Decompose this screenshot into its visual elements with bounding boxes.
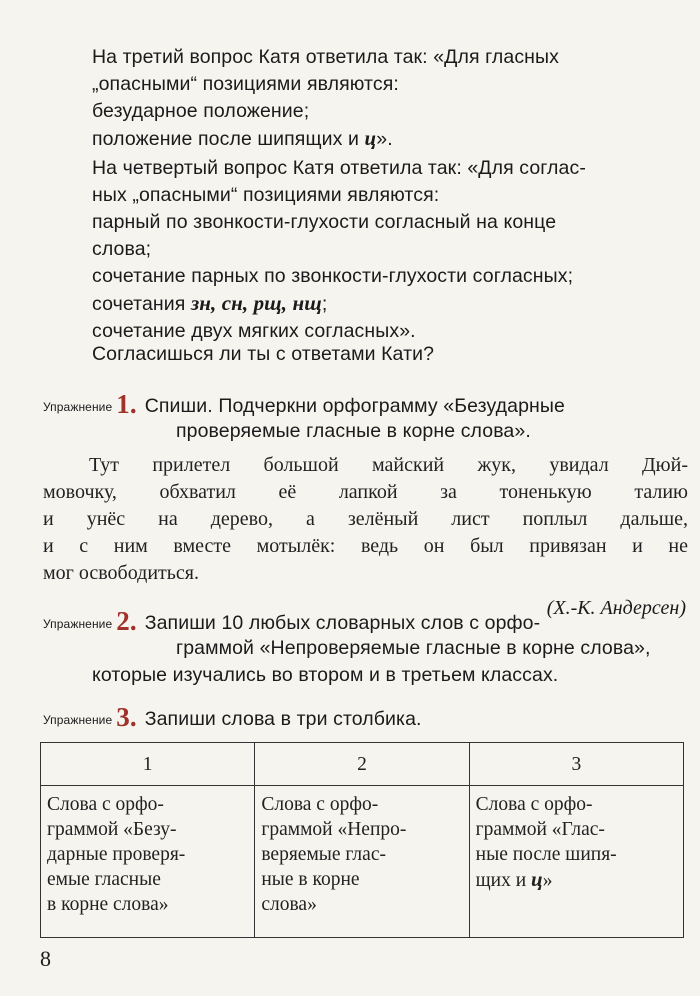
exercise-label: Упражнение bbox=[43, 713, 113, 727]
author-attribution: (Х.-К. Андерсен) bbox=[546, 597, 686, 619]
exercise-2-line bbox=[43, 608, 695, 638]
exercise-number: 1. bbox=[116, 389, 137, 419]
text-line: „опасными“ позициями являются: bbox=[92, 73, 399, 95]
letter-ts: ц bbox=[531, 867, 543, 891]
table-cell-column-2 bbox=[255, 786, 469, 938]
text-line bbox=[92, 125, 692, 153]
exercise-instruction: Спиши. Подчеркни орфограмму «Безударные bbox=[144, 395, 565, 417]
text-line: сочетание двух мягких согласных». bbox=[92, 320, 416, 342]
cell-line: дарные проверя- bbox=[47, 844, 186, 865]
table-cell-column-3 bbox=[469, 786, 683, 938]
intro-paragraph-vowels bbox=[92, 44, 692, 153]
cell-line: граммой «Непро- bbox=[261, 819, 407, 840]
text-line bbox=[92, 290, 692, 318]
text-fragment: ». bbox=[376, 128, 393, 150]
text-line: На третий вопрос Катя ответила так: «Для гласных bbox=[92, 46, 560, 68]
text-line: ных „опасными“ позициями являются: bbox=[92, 184, 440, 206]
cell-line: граммой «Безу- bbox=[47, 819, 177, 840]
exercise-1-line bbox=[43, 391, 695, 421]
cell-line: слова» bbox=[261, 894, 317, 915]
cell-line: Слова с орфо- bbox=[261, 794, 379, 815]
cell-line: Слова с орфо- bbox=[475, 794, 593, 815]
exercise-2-instruction-cont: которые изучались во втором и в третьем классах. bbox=[92, 664, 559, 686]
exercise-1-instruction-cont: проверяемые гласные в корне слова». bbox=[176, 420, 531, 442]
exercise-label: Упражнение bbox=[43, 617, 113, 631]
cell-line: в корне слова» bbox=[47, 894, 169, 915]
exercise-3-heading bbox=[43, 704, 695, 734]
cell-line: веряемые глас- bbox=[261, 844, 386, 865]
letter-ts: ц bbox=[364, 126, 377, 150]
text-fragment: щих и bbox=[475, 870, 532, 891]
cell-line: емые гласные bbox=[47, 869, 161, 890]
exercise-1-heading bbox=[43, 391, 695, 421]
text-line: и унёс на дерево, а зелёный лист поплыл дальше, bbox=[43, 508, 688, 530]
text-fragment: » bbox=[542, 870, 553, 891]
word-columns-table bbox=[40, 742, 684, 938]
column-header: 3 bbox=[469, 743, 683, 786]
exercise-2-heading bbox=[43, 608, 695, 638]
text-line: Тут прилетел большой майский жук, увидал Дюй- bbox=[89, 454, 688, 476]
cell-line: ные в корне bbox=[261, 869, 360, 890]
exercise-1-text bbox=[43, 452, 688, 587]
exercise-number: 3. bbox=[116, 702, 137, 732]
exercise-3-line bbox=[43, 704, 695, 734]
column-header: 2 bbox=[255, 743, 469, 786]
text-fragment: сочетания bbox=[92, 293, 191, 315]
text-line: и с ним вместе мотылёк: ведь он был привязан и не bbox=[43, 535, 688, 557]
letter-combinations: зн, сн, рщ, нщ bbox=[190, 291, 322, 315]
text-fragment: положение после шипящих и bbox=[92, 128, 365, 150]
text-line: слова; bbox=[92, 238, 152, 260]
cell-line: граммой «Глас- bbox=[475, 819, 605, 840]
text-line: мог освободиться. bbox=[43, 562, 199, 584]
page-number: 8 bbox=[40, 946, 51, 971]
text-line: безударное положение; bbox=[92, 100, 310, 122]
text-line: мовочку, обхватил её лапкой за тоненькую талию bbox=[43, 481, 688, 503]
text-line: сочетание парных по звонкости-глухости согласных; bbox=[92, 265, 574, 287]
exercise-number: 2. bbox=[116, 606, 137, 636]
exercise-label: Упражнение bbox=[43, 400, 113, 414]
column-header: 1 bbox=[41, 743, 255, 786]
exercise-instruction: Запиши слова в три столбика. bbox=[144, 708, 422, 730]
exercise-instruction: Запиши 10 любых словарных слов с орфо- bbox=[144, 612, 541, 634]
table-cell-column-1 bbox=[41, 786, 255, 938]
cell-line: ные после шипя- bbox=[475, 844, 617, 865]
exercise-2-instruction-cont: граммой «Непроверяемые гласные в корне слова», bbox=[176, 637, 651, 659]
table-header-row bbox=[41, 743, 684, 786]
question-line: Согласишься ли ты с ответами Кати? bbox=[92, 343, 435, 365]
cell-line bbox=[476, 867, 677, 893]
text-fragment: ; bbox=[321, 293, 328, 315]
text-line: На четвертый вопрос Катя ответила так: «Для соглас- bbox=[92, 157, 586, 179]
cell-line: Слова с орфо- bbox=[47, 794, 164, 815]
text-line: парный по звонкости-глухости согласный на конце bbox=[92, 211, 557, 233]
intro-paragraph-consonants bbox=[92, 155, 692, 345]
table-row bbox=[41, 786, 684, 938]
